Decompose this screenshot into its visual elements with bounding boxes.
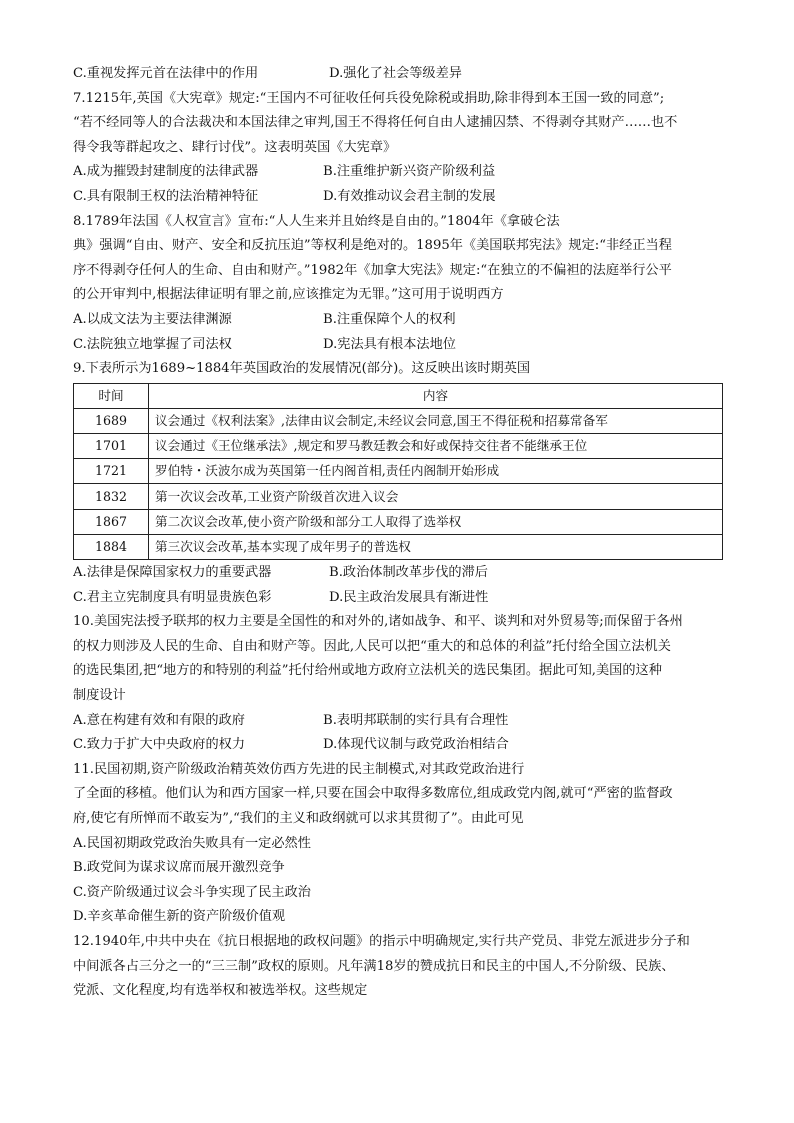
cell-year: 1721 [74, 459, 149, 484]
q9-options-cd [73, 586, 723, 611]
q10-option-a: A.意在构建有效和有限的政府 [73, 712, 245, 728]
q9-option-a: A.法律是保障国家权力的重要武器 [73, 565, 272, 581]
q9-option-d: D.民主政治发展具有渐进性 [329, 589, 489, 605]
cell-year: 1701 [74, 434, 149, 459]
q9-option-b: B.政治体制改革步伐的滞后 [329, 565, 488, 581]
q7-options-ab [73, 160, 723, 185]
q10-option-c: C.致力于扩大中央政府的权力 [73, 737, 246, 753]
history-table [73, 383, 723, 560]
q7-stem-line: 7.1215年,英国《大宪章》规定:“王国内不可征收任何兵役免除税或捐助,除非得到本王国一致的同意”; [73, 90, 665, 106]
q11-stem-line: 11.民国初期,资产阶级政治精英效仿西方先进的民主制模式,对其政党政治进行 [73, 761, 525, 777]
header-content: 内容 [149, 383, 723, 408]
q7-option-c: C.具有限制王权的法治精神特征 [73, 188, 259, 204]
q12-stem-line: 中间派各占三分之一的“三三制”政权的原则。凡年满18岁的赞成抗日和民主的中国人,不分阶级、民族、 [73, 958, 675, 974]
q8-options-cd [73, 333, 723, 358]
question-7 [73, 87, 723, 210]
q8-stem-line: 序不得剥夺任何人的生命、自由和财产。”1982年《加拿大宪法》规定:“在独立的不偏袒的法庭举行公平 [73, 262, 672, 278]
q11-option-a: A.民国初期政党政治失败具有一定必然性 [73, 835, 311, 851]
cell-content: 第一次议会改革,工业资产阶级首次进入议会 [149, 484, 723, 509]
q7-option-a: A.成为摧毁封建制度的法律武器 [73, 164, 259, 180]
q8-stem-line: 的公开审判中,根据法律证明有罪之前,应该推定为无罪。”这可用于说明西方 [73, 287, 504, 303]
q10-options-cd [73, 733, 723, 758]
exam-page [73, 62, 723, 1004]
q10-stem-line: 的权力则涉及人民的生命、自由和财产等。因此,人民可以把“重大的和总体的利益”托付给全国立法机关 [73, 638, 671, 654]
q8-options-ab [73, 308, 723, 333]
q10-option-d: D.体现代议制与政党政治相结合 [323, 737, 509, 753]
q8-option-b: B.注重保障个人的权利 [323, 311, 456, 327]
q6-options-cd [73, 62, 723, 87]
cell-content: 议会通过《王位继承法》,规定和罗马教廷教会和好或保持交往者不能继承王位 [149, 434, 723, 459]
q6-option-c: C.重视发挥元首在法律中的作用 [73, 66, 259, 81]
table-row [74, 459, 723, 484]
q8-option-a: A.以成文法为主要法律渊源 [73, 311, 232, 327]
table-row [74, 484, 723, 509]
q8-stem-line: 典》强调“自由、财产、安全和反抗压迫”等权利是绝对的。1895年《美国联邦宪法》规定:“非经正当程 [73, 238, 672, 254]
cell-content: 第三次议会改革,基本实现了成年男子的普选权 [149, 534, 723, 559]
q10-options-ab [73, 709, 723, 734]
table-header-row [74, 383, 723, 408]
q6-option-d: D.强化了社会等级差异 [329, 66, 462, 81]
q8-option-d: D.宪法具有根本法地位 [323, 336, 456, 352]
q7-option-b: B.注重维护新兴资产阶级利益 [323, 164, 496, 180]
question-11 [73, 758, 723, 930]
q7-stem-line: 得令我等群起攻之、肆行讨伐”。这表明英国《大宪章》 [73, 139, 397, 155]
q9-option-c: C.君主立宪制度具有明显贵族色彩 [73, 589, 272, 605]
q8-stem-line: 8.1789年法国《人权宣言》宣布:“人人生来并且始终是自由的。”1804年《拿破仑法 [73, 213, 560, 229]
table-row [74, 509, 723, 534]
cell-year: 1884 [74, 534, 149, 559]
q9-options-ab [73, 561, 723, 586]
q12-stem-line: 党派、文化程度,均有选举权和被选举权。这些规定 [73, 983, 368, 999]
q11-option-d: D.辛亥革命催生新的资产阶级价值观 [73, 909, 286, 925]
question-8 [73, 210, 723, 358]
q7-stem-line: “若不经同等人的合法裁决和本国法律之审判,国王不得将任何自由人逮捕囚禁、不得剥夺其财产……也不 [73, 115, 678, 131]
q10-option-b: B.表明邦联制的实行具有合理性 [323, 712, 509, 728]
q10-stem-line: 的选民集团,把“地方的和特别的利益”托付给州或地方政府立法机关的选民集团。据此可知,美国的这种 [73, 663, 662, 679]
question-9 [73, 357, 723, 610]
q8-option-c: C.法院独立地掌握了司法权 [73, 336, 232, 352]
cell-year: 1867 [74, 509, 149, 534]
q11-stem-line: 府,使它有所惮而不敢妄为”,“我们的主义和政纲就可以求其贯彻了”。由此可见 [73, 810, 524, 826]
table-row [74, 434, 723, 459]
q9-stem: 9.下表所示为1689~1884年英国政治的发展情况(部分)。这反映出该时期英国 [73, 361, 531, 377]
cell-content: 第二次议会改革,使小资产阶级和部分工人取得了选举权 [149, 509, 723, 534]
q12-stem-line: 12.1940年,中共中央在《抗日根据地的政权问题》的指示中明确规定,实行共产党员、非党左派进步分子和 [73, 933, 690, 949]
table-row [74, 534, 723, 559]
question-12 [73, 930, 723, 1004]
q11-option-c: C.资产阶级通过议会斗争实现了民主政治 [73, 884, 311, 900]
question-10 [73, 610, 723, 758]
q10-stem-line: 10.美国宪法授予联邦的权力主要是全国性的和对外的,诸如战争、和平、谈判和对外贸易等;而保留于各州 [73, 614, 683, 630]
q11-option-b: B.政党间为谋求议席而展开激烈竞争 [73, 860, 285, 876]
q11-stem-line: 了全面的移植。他们认为和西方国家一样,只要在国会中取得多数席位,组成政党内阁,就可“严密的监督政 [73, 786, 673, 802]
cell-year: 1832 [74, 484, 149, 509]
q7-option-d: D.有效推动议会君主制的发展 [323, 188, 496, 204]
table-row [74, 408, 723, 433]
q10-stem-line: 制度设计 [73, 688, 126, 703]
q7-options-cd [73, 185, 723, 210]
cell-content: 罗伯特・沃波尔成为英国第一任内阁首相,责任内阁制开始形成 [149, 459, 723, 484]
cell-content: 议会通过《权利法案》,法律由议会制定,未经议会同意,国王不得征税和招募常备军 [149, 408, 723, 433]
header-time: 时间 [74, 383, 149, 408]
cell-year: 1689 [74, 408, 149, 433]
